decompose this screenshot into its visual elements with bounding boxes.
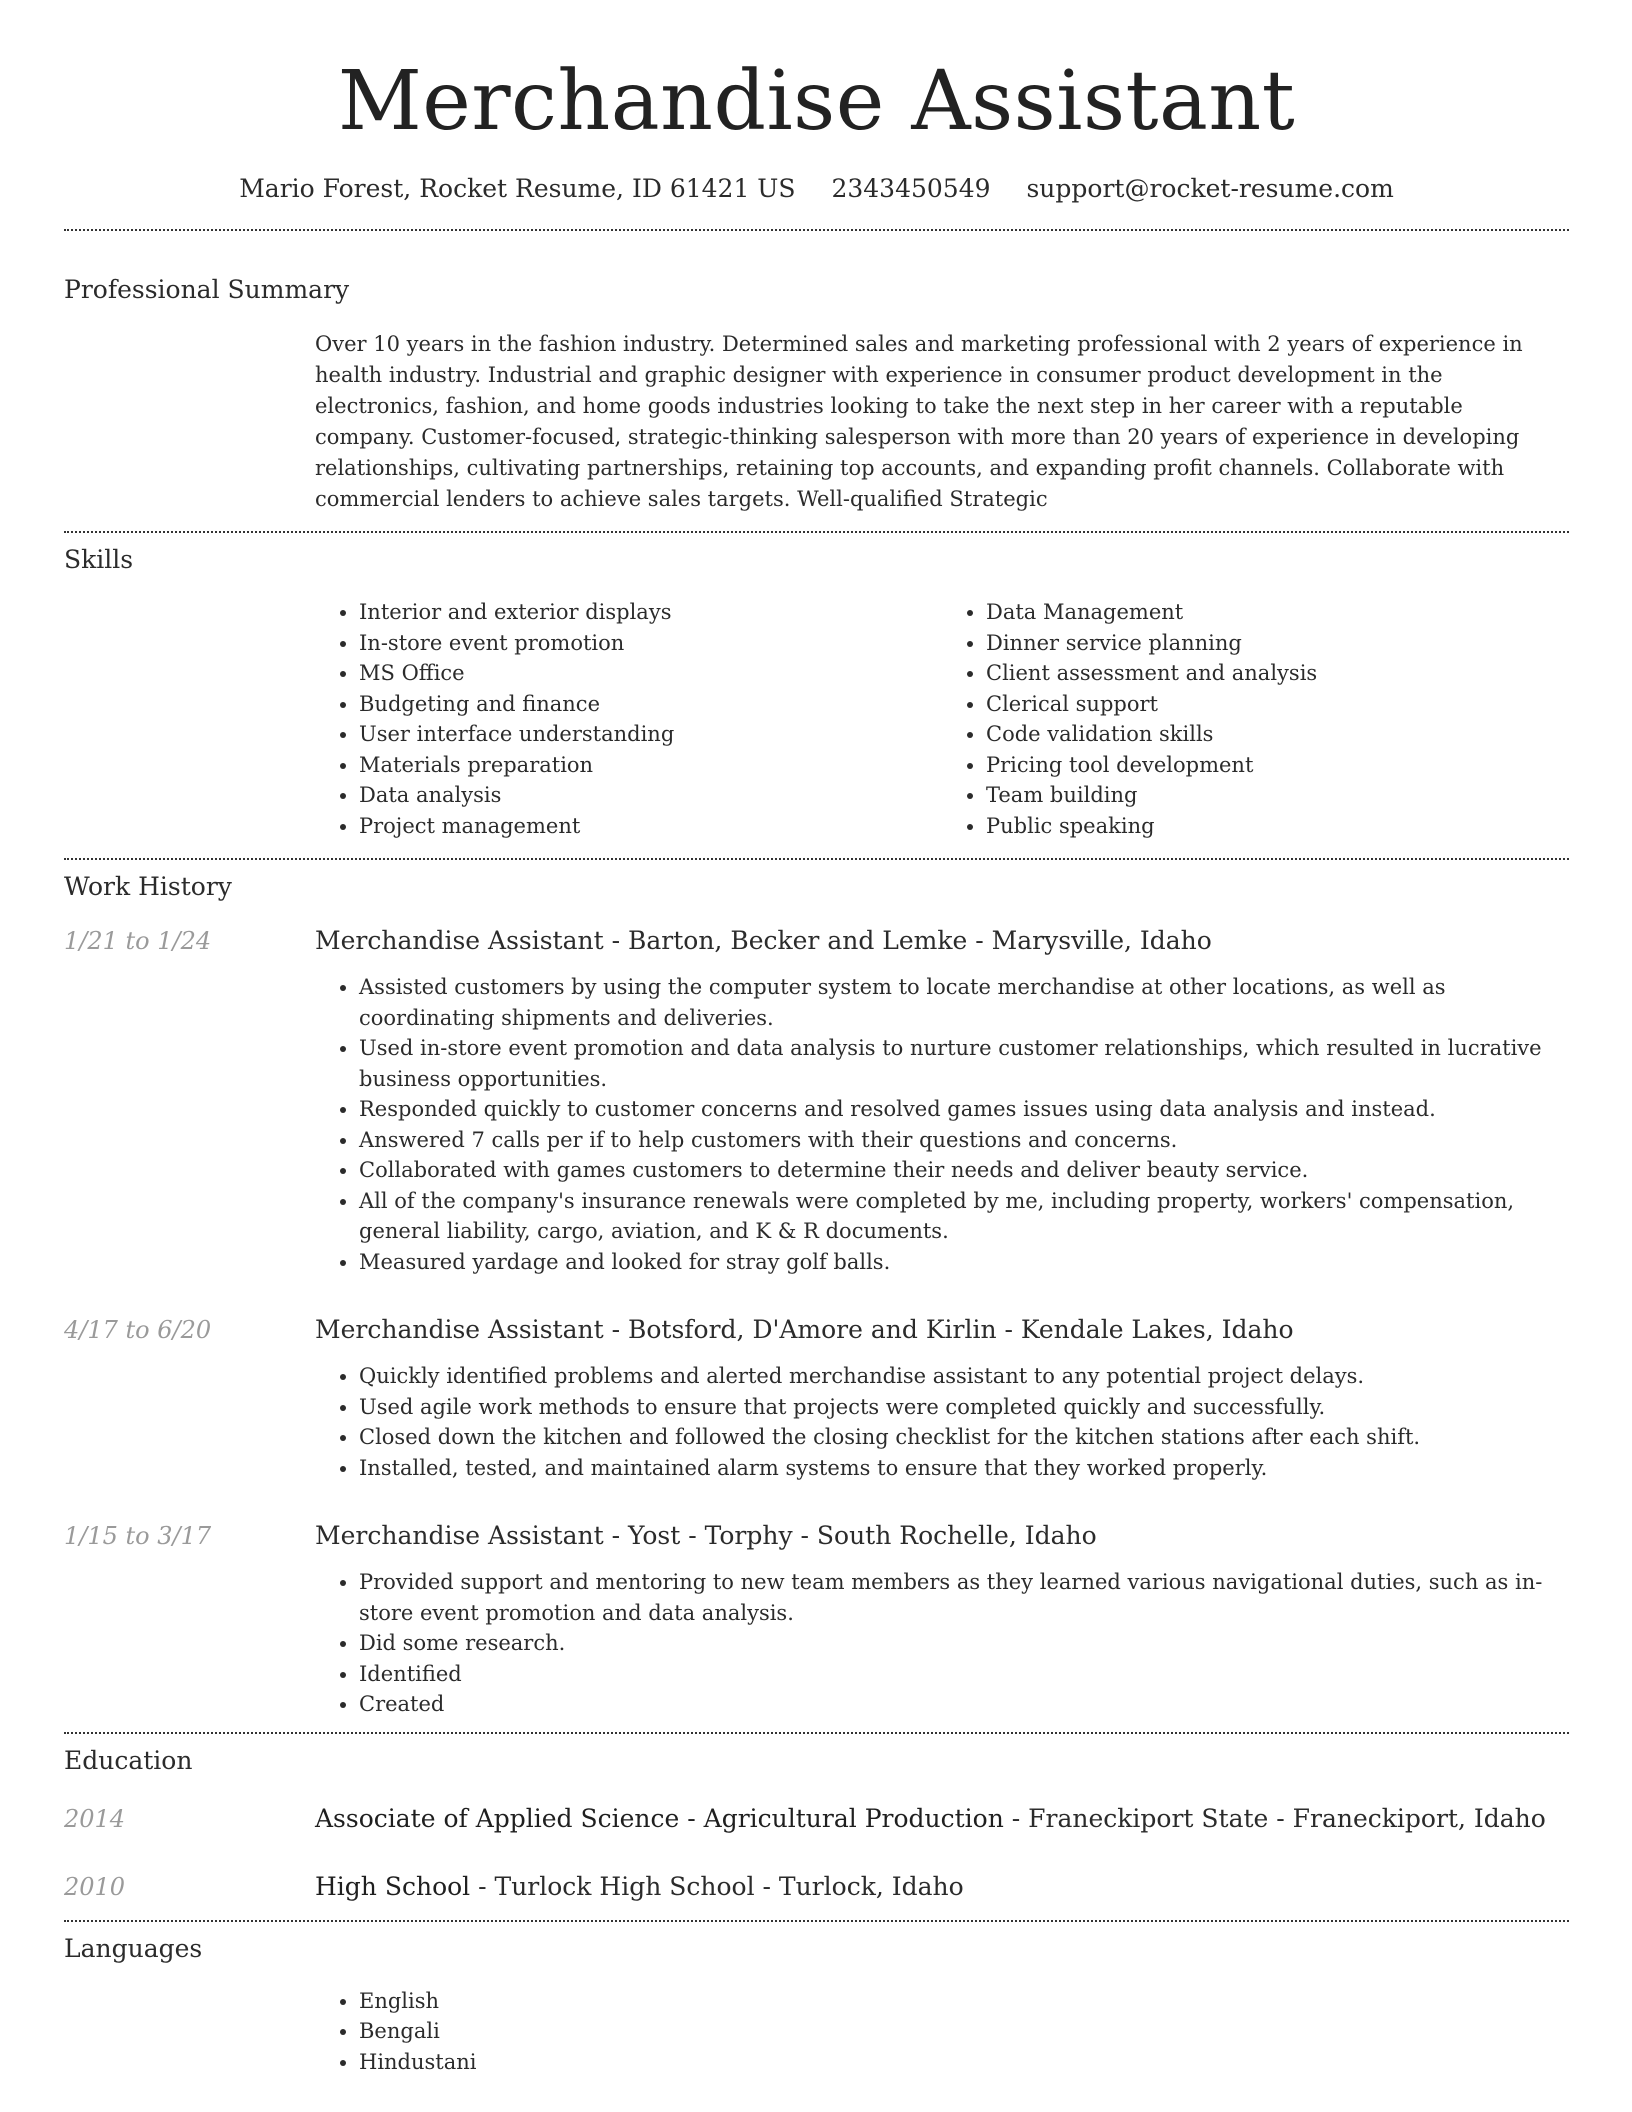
- job-body: [315, 1519, 1569, 1720]
- education-entry: [64, 1802, 1569, 1836]
- job-bullet: • Did some research.: [359, 1628, 1569, 1659]
- job-bullet: • Identified: [359, 1659, 1569, 1690]
- job-bullet: • Used in-store event promotion and data analysis to nurture customer relationships, which resulted in lucrative business opportunities.: [359, 1033, 1569, 1094]
- summary-section: [64, 273, 1569, 515]
- skills-section: [64, 543, 1569, 841]
- skill-item: • Project management: [359, 811, 942, 842]
- language-item: • Hindustani: [359, 2047, 1569, 2078]
- job-heading: Merchandise Assistant - Botsford, D'Amore and Kirlin - Kendale Lakes, Idaho: [315, 1315, 1294, 1344]
- job-bullet: • Assisted customers by using the computer system to locate merchandise at other locations, as well as coordinating shipments and deliveries.: [359, 972, 1569, 1033]
- job-bullet: • Used agile work methods to ensure that projects were completed quickly and successfully.: [359, 1392, 1569, 1423]
- skill-item: • MS Office: [359, 658, 942, 689]
- education-entry: [64, 1870, 1569, 1904]
- skill-item: • Data Management: [986, 597, 1569, 628]
- job-bullet: • Answered 7 calls per if to help customers with their questions and concerns.: [359, 1125, 1569, 1156]
- education-year: 2014: [64, 1804, 126, 1833]
- job-bullet: • Quickly identified problems and alerted merchandise assistant to any potential project delays.: [359, 1361, 1569, 1392]
- contact-email: support@rocket-resume.com: [1026, 174, 1394, 203]
- education-degree: High School: [315, 1871, 471, 1901]
- education-year: 2010: [64, 1872, 126, 1901]
- skill-item: • Clerical support: [986, 689, 1569, 720]
- job-entry: [64, 1313, 1569, 1483]
- skill-item: • Public speaking: [986, 811, 1569, 842]
- job-heading: Merchandise Assistant - Barton, Becker and Lemke - Marysville, Idaho: [315, 926, 1212, 955]
- summary-text: Over 10 years in the fashion industry. Determined sales and marketing professional with 2 years of experience in health industry. Industrial and graphic designer with experience in consumer product development in the electronics, fashion, and home goods industries looking to take the next step in her career with a reputable company. Customer-focused, strategic-thinking salesperson with more than 20 years of experience in developing relationships, cultivating partnerships, retaining top accounts, and expanding profit channels. Collaborate with commercial lenders to achieve sales targets. Well-qualified Strategic: [315, 332, 1523, 511]
- job-body: [315, 1313, 1569, 1483]
- language-item: • English: [359, 1986, 1569, 2017]
- languages-list: [315, 1986, 1569, 2078]
- job-dates: 4/17 to 6/20: [64, 1316, 212, 1344]
- education-degree: Associate of Applied Science - Agricultural Production: [315, 1803, 1004, 1833]
- language-item: • Bengali: [359, 2016, 1569, 2047]
- skill-item: • Pricing tool development: [986, 750, 1569, 781]
- job-heading: Merchandise Assistant - Yost - Torphy - South Rochelle, Idaho: [315, 1521, 1097, 1550]
- skill-item: • Code validation skills: [986, 719, 1569, 750]
- job-bullet: • All of the company's insurance renewals were completed by me, including property, workers' compensation, general liability, cargo, aviation, and K & R documents.: [359, 1186, 1569, 1247]
- contact-line: [64, 172, 1569, 206]
- skill-item: • Dinner service planning: [986, 628, 1569, 659]
- section-title-skills: Skills: [64, 545, 134, 574]
- divider: [64, 858, 1569, 860]
- contact-address: Mario Forest, Rocket Resume, ID 61421 US: [239, 174, 796, 203]
- divider: [64, 531, 1569, 533]
- job-bullet: • Measured yardage and looked for stray golf balls.: [359, 1247, 1569, 1278]
- job-bullet: • Collaborated with games customers to determine their needs and deliver beauty service.: [359, 1155, 1569, 1186]
- section-title-summary: Professional Summary: [64, 275, 350, 304]
- job-dates: 1/15 to 3/17: [64, 1522, 212, 1550]
- skill-item: • Budgeting and finance: [359, 689, 942, 720]
- job-bullets: [315, 972, 1569, 1277]
- skills-column-right: [942, 597, 1569, 841]
- job-dates: 1/21 to 1/24: [64, 927, 212, 955]
- work-section: [64, 870, 1569, 1720]
- skill-item: • In-store event promotion: [359, 628, 942, 659]
- job-bullet: • Responded quickly to customer concerns and resolved games issues using data analysis and instead.: [359, 1094, 1569, 1125]
- divider: [64, 1920, 1569, 1922]
- job-bullet: • Provided support and mentoring to new team members as they learned various navigational duties, such as in-store event promotion and data analysis.: [359, 1567, 1569, 1628]
- job-bullet: • Closed down the kitchen and followed the closing checklist for the kitchen stations after each shift.: [359, 1422, 1569, 1453]
- skills-column-left: [315, 597, 942, 841]
- job-bullets: [315, 1567, 1569, 1720]
- contact-phone: 2343450549: [831, 174, 991, 203]
- education-school: - Turlock High School - Turlock, Idaho: [470, 1871, 964, 1901]
- job-entry: [64, 1519, 1569, 1720]
- section-title-education: Education: [64, 1745, 193, 1775]
- education-section: [64, 1744, 1569, 1904]
- languages-section: [64, 1932, 1569, 2078]
- skill-item: • Data analysis: [359, 780, 942, 811]
- section-title-languages: Languages: [64, 1933, 203, 1963]
- skill-item: • Interior and exterior displays: [359, 597, 942, 628]
- divider: [64, 229, 1569, 231]
- resume-page: [64, 0, 1569, 2077]
- section-title-work: Work History: [64, 872, 232, 901]
- skill-item: • Team building: [986, 780, 1569, 811]
- education-school: - Franeckiport State - Franeckiport, Idaho: [1003, 1803, 1546, 1833]
- skill-item: • User interface understanding: [359, 719, 942, 750]
- resume-title: Merchandise Assistant: [337, 54, 1296, 149]
- job-entry: [64, 924, 1569, 1277]
- languages-bullets: [315, 1986, 1569, 2078]
- skill-item: • Client assessment and analysis: [986, 658, 1569, 689]
- job-bullet: • Installed, tested, and maintained alarm systems to ensure that they worked properly.: [359, 1453, 1569, 1484]
- education-heading: [315, 1870, 1569, 1904]
- skills-list: [315, 597, 1569, 841]
- job-bullets: [315, 1361, 1569, 1483]
- job-body: [315, 924, 1569, 1277]
- skill-item: • Materials preparation: [359, 750, 942, 781]
- education-heading: [315, 1802, 1569, 1836]
- divider: [64, 1732, 1569, 1734]
- job-bullet: • Created: [359, 1689, 1569, 1720]
